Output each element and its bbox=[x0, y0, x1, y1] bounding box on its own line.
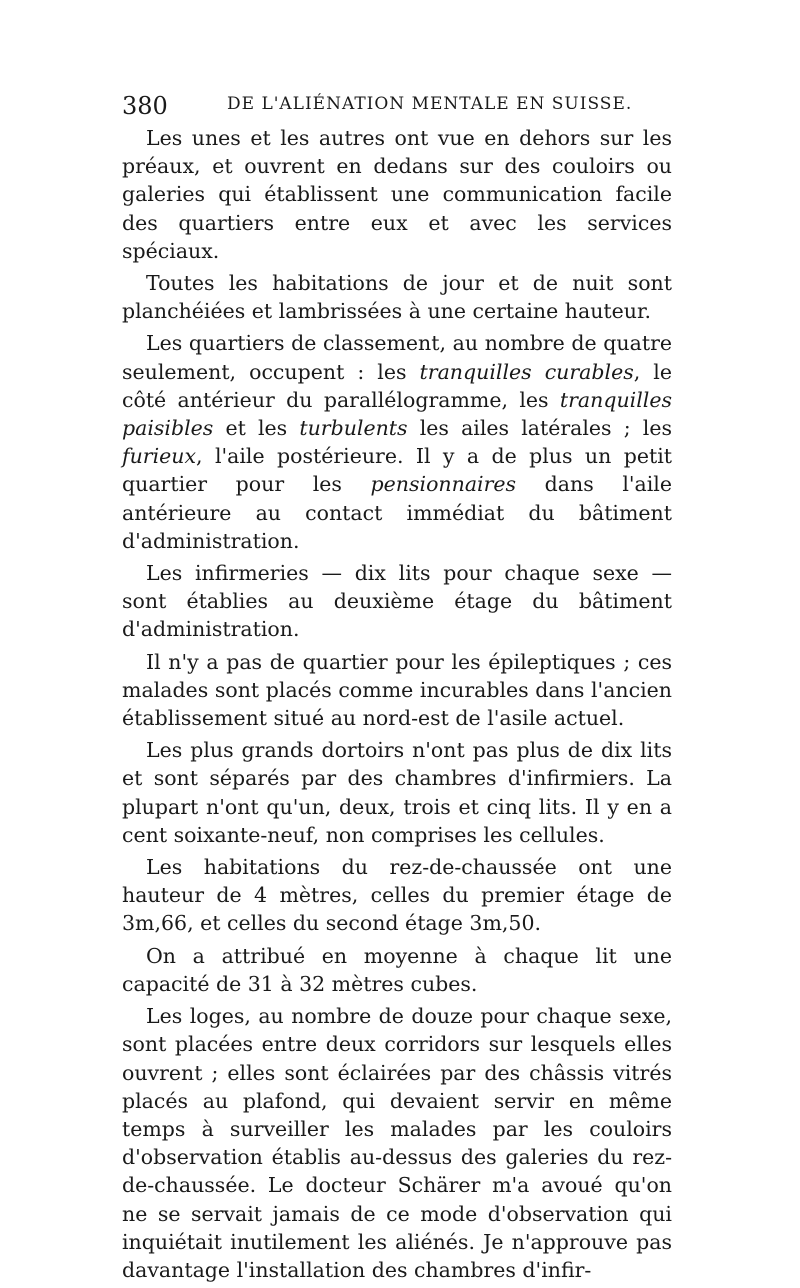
text-run: , l'aile postérieure. Il y a de plus un petit quartier pour les bbox=[122, 444, 672, 497]
italic-term: tranquilles curables bbox=[419, 359, 634, 384]
running-title: DE L'ALIÉNATION MENTALE EN SUISSE. bbox=[227, 94, 633, 114]
paragraph-hauteurs: Les habitations du rez-de-chaussée ont une hauteur de 4 mètres, celles du premier étage de 3m,66, et celles du second étage 3m,50. bbox=[122, 855, 672, 936]
paragraph-preaux: Les unes et les autres ont vue en dehors sur les préaux, et ouvrent en dedans sur des couloirs ou galeries qui établissent une communication facile des quartiers entre eux et avec les services spéciaux. bbox=[122, 126, 672, 263]
paragraph-capacite: On a attribué en moyenne à chaque lit une capacité de 31 à 32 mètres cubes. bbox=[122, 943, 672, 996]
running-head bbox=[122, 88, 682, 122]
paragraph-infirmeries: Les infirmeries — dix lits pour chaque sexe — sont établies au deuxième étage du bâtiment d'administration. bbox=[122, 561, 672, 642]
paragraph-loges: Les loges, au nombre de douze pour chaque sexe, sont placées entre deux corridors sur lesquels elles ouvrent ; elles sont éclairées par des châssis vitrés placés au plafond, qui devaient servir en même temps à surveiller les malades par les couloirs d'observation établis au-dessus des galeries du rez-de-chaussée. Le docteur Schärer m'a avoué qu'on ne se servait jamais de ce mode d'observation qui inquiétait inutilement les aliénés. Je n'approuve pas davantage l'installation des chambres d'infir- bbox=[122, 1004, 672, 1282]
italic-term: furieux bbox=[122, 444, 197, 469]
paragraph-dortoirs: Les plus grands dortoirs n'ont pas plus de dix lits et sont séparés par des chambres d'infirmiers. La plupart n'ont qu'un, deux, trois et cinq lits. Il y en a cent soixante-neuf, non comprises les cellules. bbox=[122, 738, 672, 847]
text-run: , le côté antérieur du parallélogramme, les bbox=[122, 359, 672, 412]
italic-term: turbulents bbox=[299, 416, 408, 441]
page-number: 380 bbox=[122, 92, 168, 120]
paragraph-habitations: Toutes les habitations de jour et de nuit sont planchéiées et lambrissées à une certaine hauteur. bbox=[122, 271, 672, 324]
paragraph-epileptiques: Il n'y a pas de quartier pour les épileptiques ; ces malades sont placés comme incurables dans l'ancien établissement situé au nord-est de l'asile actuel. bbox=[122, 649, 672, 731]
text-run: et les bbox=[213, 416, 300, 441]
text-run: dans l'aile antérieure au contact immédiat du bâtiment d'administration. bbox=[122, 472, 672, 553]
text-run: les ailes latérales ; les bbox=[407, 416, 672, 441]
italic-term: pensionnaires bbox=[370, 472, 517, 497]
italic-term: tranquilles paisibles bbox=[122, 387, 672, 441]
body-text bbox=[122, 124, 672, 1288]
text-run: Les quartiers de classement, au nombre de quatre seulement, occupent : les bbox=[122, 331, 672, 384]
paragraph-quartiers bbox=[122, 329, 672, 555]
